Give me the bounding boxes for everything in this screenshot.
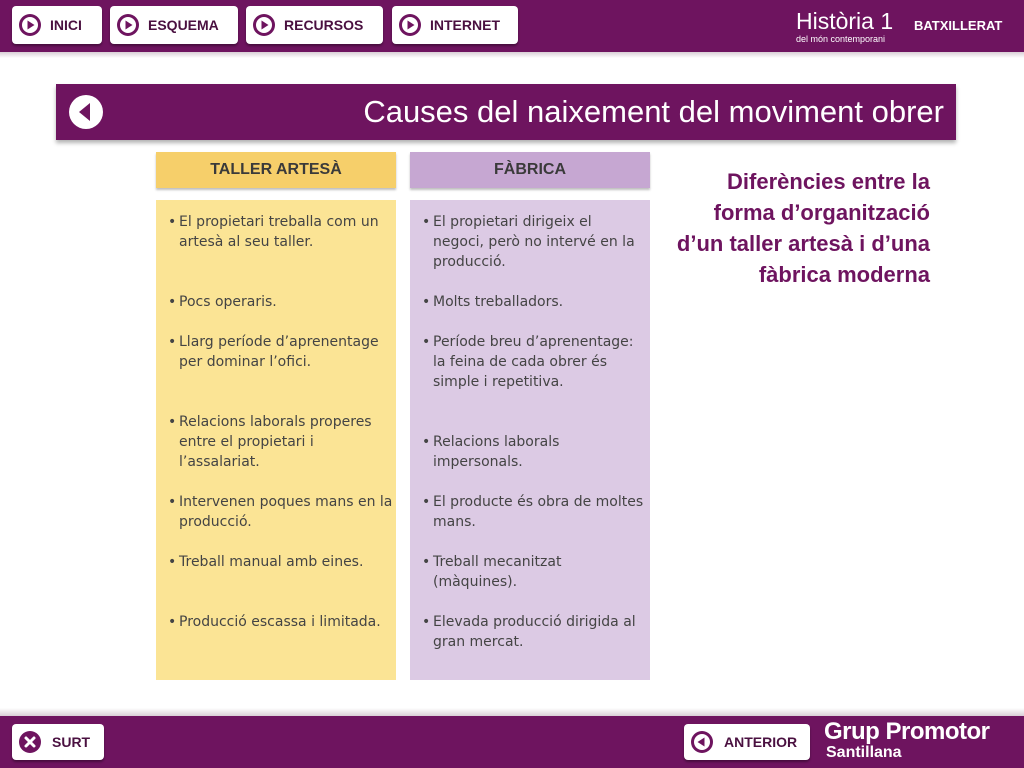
logo-line-1: Grup Promotor [824,718,990,745]
previous-button-label: ANTERIOR [724,734,798,750]
top-bar-shadow [0,52,1024,58]
bullet: • [422,494,431,510]
nav-button-label: INTERNET [430,17,500,33]
bottom-bar-shadow [0,708,1024,716]
bullet: • [168,614,177,630]
bullet: • [168,334,177,350]
list-item-text: Molts treballadors. [433,294,564,310]
bullet: • [422,294,431,310]
back-arrow-icon [690,730,714,754]
column-header: TALLER ARTESÀ [156,152,396,188]
bullet: • [422,434,431,450]
column-body [156,200,396,680]
play-icon [398,13,422,37]
bullet: • [422,334,431,350]
previous-button[interactable] [684,724,810,760]
play-icon [18,13,42,37]
list-item-text: Treball manual amb eines. [179,554,364,570]
back-arrow-icon[interactable] [68,94,104,130]
bottom-bar [0,716,1024,768]
bullet: • [168,414,177,430]
nav-button-label: ESQUEMA [148,17,219,33]
list-item-text: Intervenen poques mans en la producció. [179,494,393,530]
list-item-text: Treball mecanitzat (màquines). [433,554,562,590]
close-icon [18,730,42,754]
list-item-text: Relacions laborals properes entre el propietari i l’assalariat. [179,414,372,470]
exit-button-label: SURT [52,734,91,750]
play-icon [116,13,140,37]
column-body [410,200,650,680]
list-item-text: Pocs operaris. [179,294,277,310]
bullet: • [168,214,177,230]
list-item-text: Elevada producció dirigida al gran mercat. [433,614,636,650]
page-title: Causes del naixement del moviment obrer [363,94,944,129]
column-header: FÀBRICA [410,152,650,188]
description-text: Diferències entre la forma d’organització d’un taller artesà i d’una fàbrica moderna [676,169,930,287]
list-item-text: El producte és obra de moltes mans. [433,494,644,530]
bullet: • [168,554,177,570]
list-item-text: El propietari treballa com un artesà al seu taller. [179,214,379,250]
nav-button-esquema[interactable] [110,6,238,44]
list-item-text: Producció escassa i limitada. [179,614,381,630]
bullet: • [422,554,431,570]
bullet: • [168,494,177,510]
logo-line-2: Santillana [826,744,902,761]
list-item-text: Llarg període d’aprenentage per dominar l’ofici. [179,334,379,370]
title-bar [56,84,956,140]
top-bar [0,0,1024,52]
list-item-text: Període breu d’aprenentage: la feina de cada obrer és simple i repetitiva. [433,334,634,390]
nav-button-internet[interactable] [392,6,518,44]
brand-level: BATXILLERAT [914,18,1003,33]
brand-subtitle: del món contemporani [796,34,886,44]
exit-button[interactable] [12,724,104,760]
nav-button-label: RECURSOS [284,17,364,33]
bullet: • [422,614,431,630]
comparison-table [156,152,652,682]
nav-button-label: INICI [50,17,82,33]
nav-button-inici[interactable] [12,6,102,44]
list-item-text: El propietari dirigeix el negoci, però no intervé en la producció. [433,214,635,270]
bullet: • [422,214,431,230]
brand-title: Història 1 [796,8,894,34]
nav-button-recursos[interactable] [246,6,383,44]
play-icon [252,13,276,37]
bullet: • [168,294,177,310]
list-item-text: Relacions laborals impersonals. [433,434,560,470]
